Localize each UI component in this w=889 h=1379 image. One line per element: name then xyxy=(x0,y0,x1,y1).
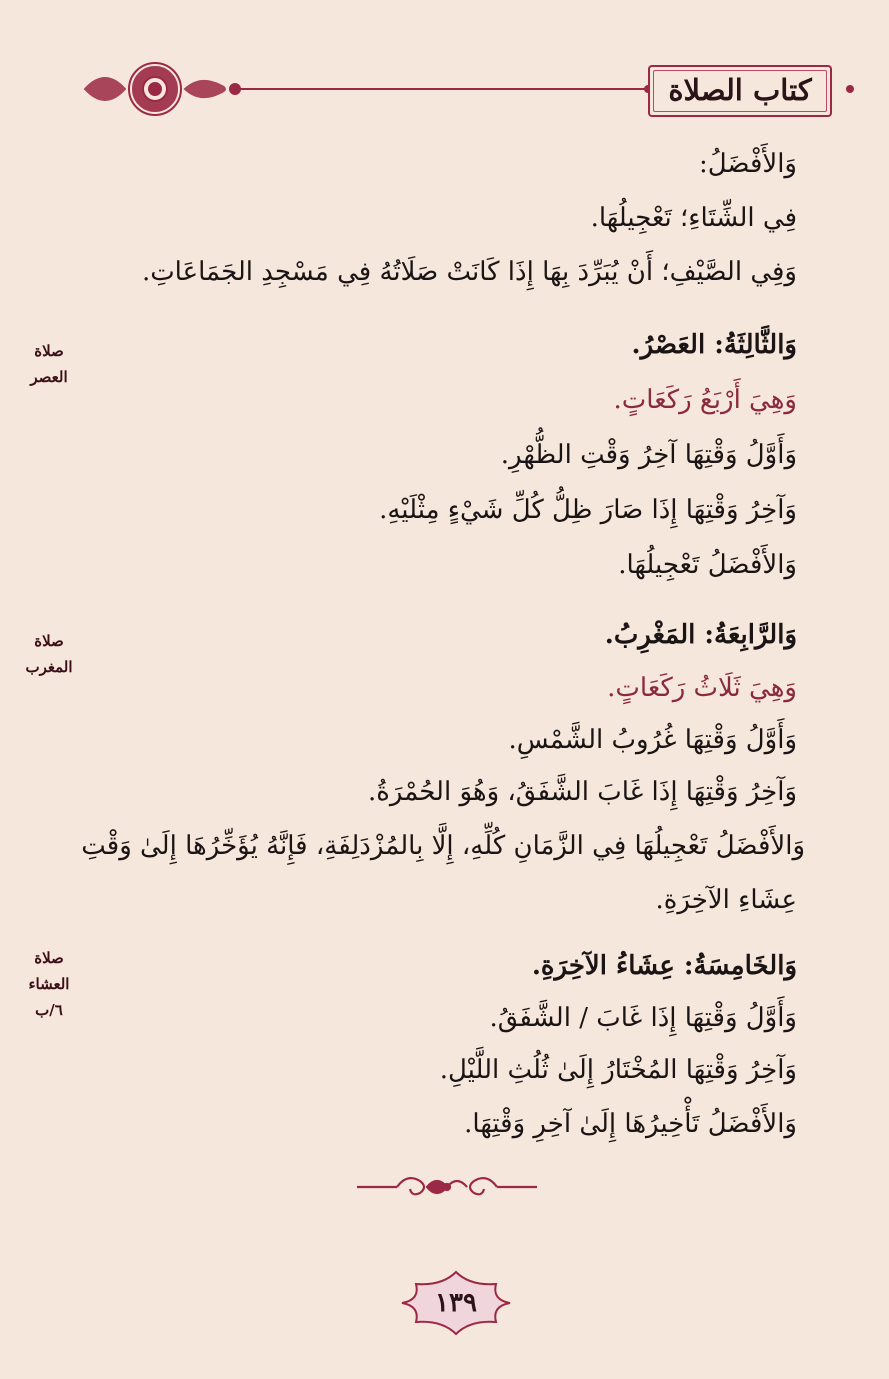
margin-line: العصر xyxy=(30,368,68,386)
margin-note-maghrib xyxy=(14,628,84,680)
page-header xyxy=(80,55,860,123)
maghrib-rakaat: وَهِيَ ثَلَاثُ رَكَعَاتٍ. xyxy=(607,673,797,703)
maghrib-best-line2: عِشَاءِ الآخِرَةِ. xyxy=(655,885,797,915)
margin-note-asr xyxy=(14,338,84,390)
margin-line: صلاة xyxy=(34,632,64,650)
maghrib-best-line1: وَالأَفْضَلُ تَعْجِيلُهَا فِي الزَّمَانِ كُلِّهِ، إِلَّا بِالمُزْدَلِفَةِ، فَإِنَّهُ يُؤَخِّرُهَا إِلَىٰ وَقْتِ xyxy=(81,831,805,861)
margin-note-isha xyxy=(14,945,84,1023)
section-heading-maghrib: وَالرَّابِعَةُ: المَغْرِبُ. xyxy=(604,620,797,650)
maghrib-first-time: وَأَوَّلُ وَقْتِهَا غُرُوبُ الشَّمْسِ. xyxy=(508,725,797,755)
isha-first-time: وَأَوَّلُ وَقْتِهَا إِذَا غَابَ / الشَّفَقُ. xyxy=(489,1003,797,1033)
asr-last-time: وَآخِرُ وَقْتِهَا إِذَا صَارَ ظِلُّ كُلِّ شَيْءٍ مِثْلَيْهِ. xyxy=(379,495,797,525)
afdal-winter: فِي الشِّتَاءِ؛ تَعْجِيلُهَا. xyxy=(590,203,797,233)
margin-line: صلاة xyxy=(34,342,64,360)
margin-line: المغرب xyxy=(25,658,73,676)
maghrib-last-time: وَآخِرُ وَقْتِهَا إِذَا غَابَ الشَّفَقُ، وَهُوَ الحُمْرَةُ. xyxy=(368,777,797,807)
chapter-title: كتاب الصلاة xyxy=(648,65,832,117)
section-heading-isha: وَالخَامِسَةُ: عِشَاءُ الآخِرَةِ. xyxy=(531,951,797,981)
section-end-ornament xyxy=(352,1167,542,1207)
asr-rakaat: وَهِيَ أَرْبَعُ رَكَعَاتٍ. xyxy=(613,385,797,415)
isha-best: وَالأَفْضَلُ تَأْخِيرُهَا إِلَىٰ آخِرِ وَقْتِهَا. xyxy=(464,1109,797,1139)
asr-best: وَالأَفْضَلُ تَعْجِيلُهَا. xyxy=(618,550,797,580)
afdal-summer: وَفِي الصَّيْفِ؛ أَنْ يُبَرِّدَ بِهَا إِذَا كَانَتْ صَلَاتُهُ فِي مَسْجِدِ الجَمَاعَاتِ. xyxy=(141,257,797,287)
margin-line: ٦/ب xyxy=(35,1001,63,1019)
afdal-intro: وَالأَفْضَلُ: xyxy=(698,149,797,179)
section-heading-asr: وَالثَّالِثَةُ: العَصْرُ. xyxy=(631,330,797,360)
isha-last-time: وَآخِرُ وَقْتِهَا المُخْتَارُ إِلَىٰ ثُلُثِ اللَّيْلِ. xyxy=(439,1055,797,1085)
asr-first-time: وَأَوَّلُ وَقْتِهَا آخِرُ وَقْتِ الظُّهْرِ. xyxy=(500,440,797,470)
page-number-badge xyxy=(400,1270,512,1336)
margin-line: العشاء xyxy=(28,975,70,993)
page-number: ١٣٩ xyxy=(435,1288,477,1318)
margin-line: صلاة xyxy=(34,949,64,967)
